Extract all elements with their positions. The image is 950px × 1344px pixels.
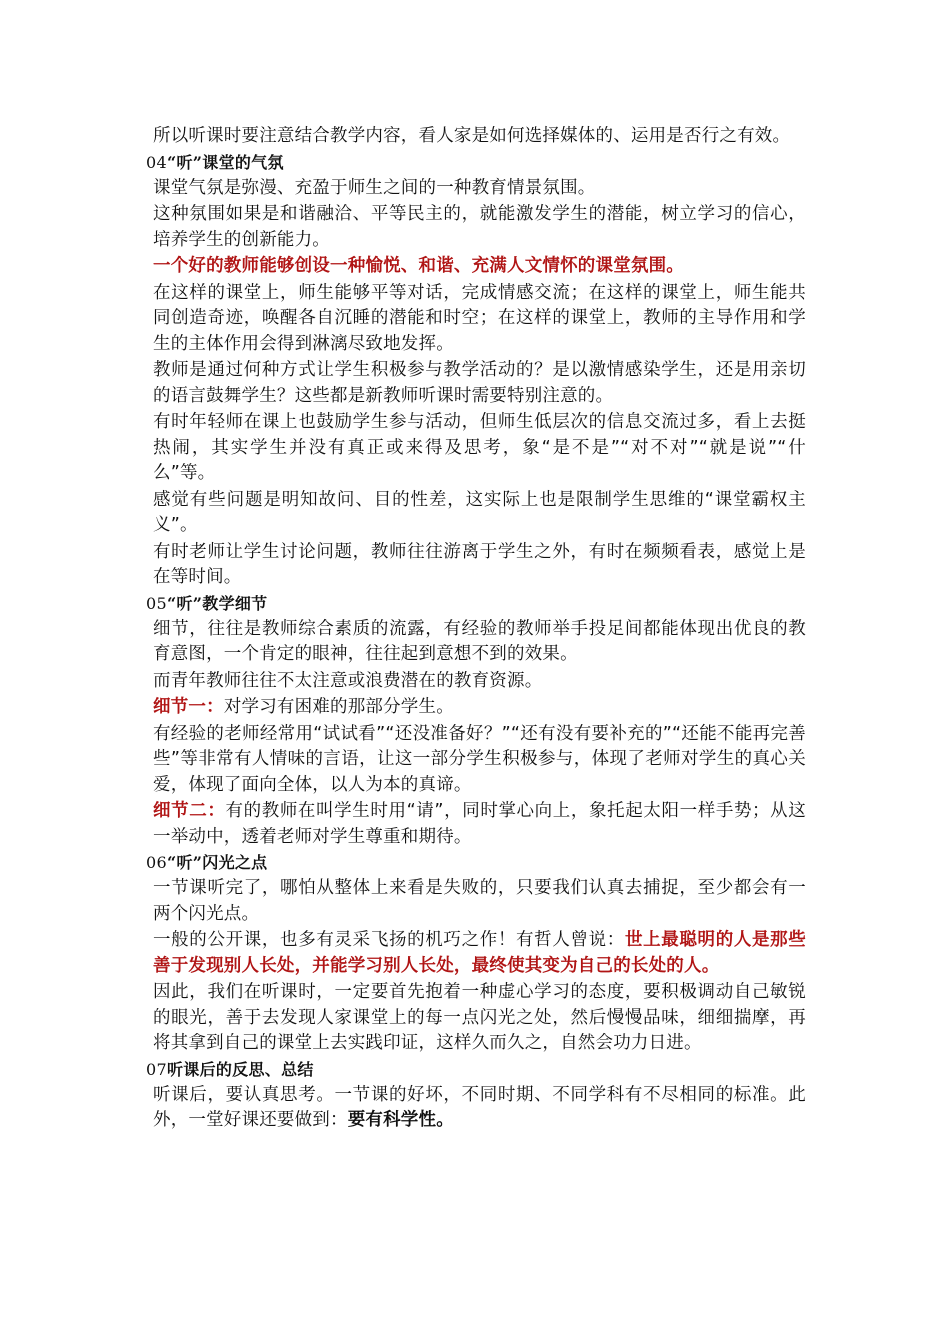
section-05-heading	[146, 592, 806, 616]
section-04-heading	[146, 151, 806, 175]
section-04-paragraph: 教师是通过何种方式让学生积极参与教学活动的？是以激情感染学生，还是用亲切的语言鼓舞学生？这些都是新教师听课时需要特别注意的。	[153, 360, 806, 406]
section-04-number: 04	[146, 152, 167, 172]
quote-intro: 一般的公开课，也多有灵采飞扬的机巧之作！有哲人曾说：	[153, 930, 625, 950]
quote-highlight: 世上最聪明的人是那些善于发现别人长处，并能学习别人长处，最终使其变为自己的长处的人。	[153, 930, 806, 976]
section-04-paragraph: 有时老师让学生讨论问题，教师往往游离于学生之外，有时在频频看表，感觉上是在等时间。	[153, 541, 806, 587]
section-04-paragraph: 感觉有些问题是明知故问、目的性差，这实际上也是限制学生思维的“课堂霸权主义”。	[153, 489, 806, 535]
section-04-highlight: 一个好的教师能够创设一种愉悦、和谐、充满人文情怀的课堂氛围。	[153, 256, 684, 276]
section-06-number: 06	[146, 853, 167, 872]
section-07-bold: 要有科学性。	[347, 1110, 454, 1130]
section-04-paragraph: 有时年轻师在课上也鼓励学生参与活动，但师生低层次的信息交流过多，看上去挺热闹，其实学生并没有真正或来得及思考，象“是不是”“对不对”“就是说”“什么”等。	[153, 412, 806, 483]
section-05-paragraph: 细节，往往是教师综合素质的流露，有经验的教师举手投足间都能体现出优良的教育意图，一个肯定的眼神，往往起到意想不到的效果。	[153, 618, 806, 664]
section-07-paragraph	[153, 1083, 806, 1134]
detail-one-paragraph	[153, 695, 806, 721]
detail-one-label: 细节一：	[153, 697, 224, 717]
detail-two-label: 细节二：	[153, 801, 226, 821]
detail-one-text: 对学习有困难的那部分学生。	[223, 697, 454, 717]
section-07-number: 07	[146, 1059, 167, 1079]
section-07-heading	[146, 1058, 806, 1082]
section-07-text: 听课后，要认真思考。一节课的好坏，不同时期、不同学科有不尽相同的标准。此外，一堂好课还要做到：	[153, 1084, 806, 1130]
section-07-title: 听课后的反思、总结	[166, 1059, 314, 1079]
section-05-title: “听”教学细节	[166, 593, 268, 613]
section-05-paragraph: 而青年教师往往不太注意或浪费潜在的教育资源。	[153, 670, 543, 691]
section-04-paragraph: 在这样的课堂上，师生能够平等对话，完成情感交流；在这样的课堂上，师生能共同创造奇迹，唤醒各自沉睡的潜能和时空；在这样的课堂上，教师的主导作用和学生的主体作用会得到淋漓尽致地发挥。	[153, 282, 806, 354]
section-06-heading	[146, 851, 806, 875]
section-05-paragraph: 有经验的老师经常用“试试看”“还没准备好？”“还有没有要补充的”“还能不能再完善些”等非常有人情味的言语，让这一部分学生积极参与，体现了老师对学生的真心关爱，体现了面向全体，以人为本的真谛。	[153, 723, 806, 795]
document-body	[146, 124, 806, 1135]
detail-two-paragraph	[153, 799, 806, 850]
section-05-number: 05	[146, 593, 167, 613]
section-04-paragraph: 课堂气氛是弥漫、充盈于师生之间的一种教育情景氛围。	[153, 177, 596, 198]
detail-two-text: 有的教师在叫学生时用“请”，同时掌心向上，象托起太阳一样手势；从这一举动中，透着老师对学生尊重和期待。	[153, 801, 806, 847]
section-04-title: “听”课堂的气氛	[166, 152, 284, 172]
section-06-title: “听”闪光之点	[166, 853, 268, 872]
section-04-paragraph: 这种氛围如果是和谐融洽、平等民主的，就能激发学生的潜能，树立学习的信心，培养学生的创新能力。	[153, 204, 806, 250]
paragraph-intro: 所以听课时要注意结合教学内容，看人家是如何选择媒体的、运用是否行之有效。	[153, 126, 791, 146]
section-06-paragraph: 一节课听完了，哪怕从整体上来看是失败的，只要我们认真去捕捉，至少都会有一两个闪光点。	[153, 878, 806, 924]
section-06-paragraph: 因此，我们在听课时，一定要首先抱着一种虚心学习的态度，要积极调动自己敏锐的眼光，善于去发现人家课堂上的每一点闪光之处，然后慢慢品味，细细揣摩，再将其拿到自己的课堂上去实践印证，这样久而久之，自然会功力日进。	[153, 982, 806, 1053]
section-06-quote-paragraph	[153, 928, 806, 979]
